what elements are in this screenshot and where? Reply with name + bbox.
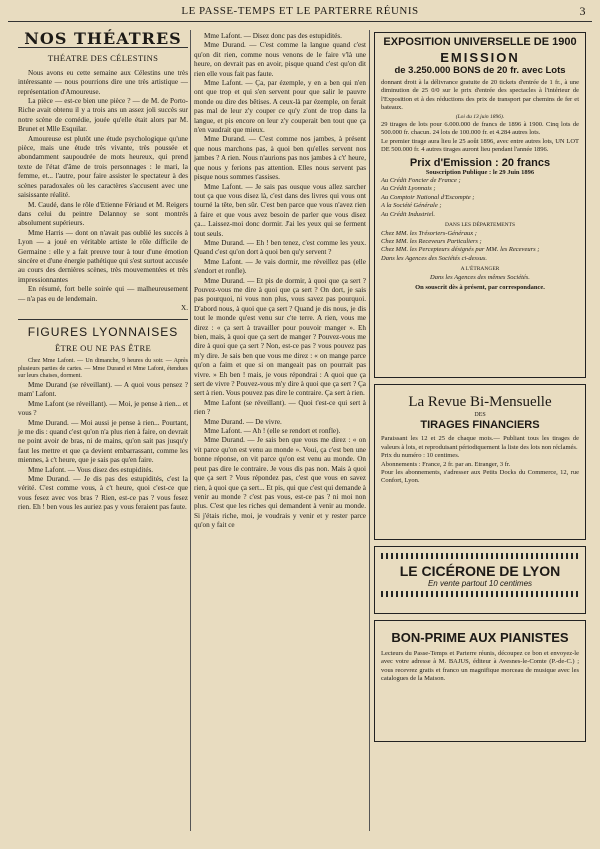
expo-departments-heading: DANS LES DÉPARTEMENTS — [444, 222, 516, 229]
revue-contact: Pour les abonnements, s'adresser aux Petits Docks du Commerce, 12, rue Confort, Lyon. — [381, 469, 579, 485]
column-dialogue — [194, 32, 366, 531]
signature: X. — [181, 303, 188, 312]
dialogue-line: Mme Durand. — De vivre. — [204, 417, 282, 426]
prime-ad — [374, 620, 586, 742]
expo-ad — [374, 32, 586, 378]
article-paragraph: La pièce — est-ce bien une pièce ? — de M. de Porto-Riche avait obtenu il y a trois ans un assez joli succès sur notre scène de comédie, jouée qu'elle était alors par M. Brunet et Mlle Esquilar. — [18, 97, 188, 134]
dialogue-line: Mme Lafont. — Disez donc pas des estupidités. — [204, 32, 342, 40]
dialogue-line: Mme Durand (se réveillant). — A quoi vous pensez ? mam' Lafont. — [18, 380, 188, 399]
expo-abroad: Dans les Agences des mêmes Sociétés. — [430, 273, 530, 281]
dialogue-line: Mme Durand. — Eh ! ben tenez, c'est comme les yeux. Quand c'est qu'on dort à quoi ben qu'y servent ? — [194, 238, 366, 257]
revue-ad — [374, 384, 586, 540]
section-rule — [18, 319, 188, 320]
expo-abroad-heading: A L'ÉTRANGER — [460, 266, 500, 273]
expo-emission: EMISSION — [440, 50, 520, 65]
expo-bank: Au Crédit Lyonnais ; — [381, 185, 436, 193]
cicerone-ad — [374, 546, 586, 614]
stage-note: Chez Mme Lafont. — Un dimanche, 9 heures du soir. — Après plusieurs parties de cartes. — Mme Durand et Mme Lafont, étendues sur leurs chaises, dorment. — [18, 358, 188, 380]
masthead-rule — [8, 21, 592, 22]
dialogue-line: Mme Durand. — C'est comme la langue quand c'est qu'on dit rien, comme nous venons de le faire v'là une heure, on devrait pas en avoir, pisque quand c'est qu'on dit rien elle vous fait pas faute. — [194, 41, 366, 78]
prime-text: Lecteurs du Passe-Temps et Parterre réunis, découpez ce bon et envoyez-le avec votre adresse à M. BAJUS, éditeur à Avesnes-le-Comte (P.-de-C.) ; vous recevrez gratis et franco un magnifique morceau de musique avec les catalogues de la Maison. — [381, 650, 579, 683]
masthead-title: LE PASSE-TEMPS ET LE PARTERRE RÉUNIS — [181, 5, 419, 17]
expo-amount: de 3.250.000 BONS de 20 fr. avec Lots — [394, 65, 566, 76]
revue-title: La Revue Bi-Mensuelle — [408, 394, 552, 410]
column-theatres — [18, 29, 188, 513]
expo-bank: A la Société Générale ; — [381, 202, 442, 210]
expo-bank: Au Crédit Industriel. — [381, 210, 435, 218]
expo-department: Dans les Agences des Sociétés ci-dessus. — [381, 254, 488, 262]
article-paragraph: Nous avons eu cette semaine aux Célestins une très intéressante — nous pourrions dire une très artistique — représentation d'Amoureuse. — [18, 68, 188, 96]
decorative-border — [381, 591, 579, 597]
expo-law: (Loi du 13 juin 1896). — [455, 113, 505, 120]
cicerone-subtitle: En vente partout 10 centimes — [427, 579, 533, 588]
revue-price: Prix du numéro : 10 centimes. — [381, 452, 460, 460]
expo-department: Chez MM. les Receveurs Particuliers ; — [381, 237, 482, 245]
expo-department: Chez MM. les Percepteurs désignés par MM. les Receveurs ; — [381, 246, 540, 254]
revue-subscriptions: Abonnements : France, 2 fr. par an. Etranger, 3 fr. — [381, 460, 511, 468]
cicerone-title: LE CICÉRONE DE LYON — [399, 563, 561, 579]
revue-subtitle: TIRAGES FINANCIERS — [420, 419, 540, 432]
theatre-title: THÉATRE DES CÉLESTINS — [47, 53, 159, 64]
dialogue-line: Mme Lafont. — Ah ! (elle se rendort et ronfle). — [204, 427, 341, 436]
dialogue-line: Mme Lafont. — Je vais dormir, me réveillez pas (elle s'endort et ronfle). — [194, 257, 366, 276]
piece-title: ÊTRE OU NE PAS ÊTRE — [54, 342, 152, 353]
column-divider — [369, 30, 370, 831]
expo-draws: Le premier tirage aura lieu le 25 août 1896, avec entre autres lots, UN LOT DE 500.000 fr. 4 autres tirages auront lieu pendant l'année 1896. — [381, 137, 579, 154]
expo-department: Chez MM. les Trésoriers-Généraux ; — [381, 229, 477, 237]
expo-price: Prix d'Emission : 20 francs — [409, 156, 551, 169]
expo-bank: Au Crédit Foncier de France ; — [381, 177, 461, 185]
dialogue-line: Mme Lafont (se réveillant). — Moi, je pense à rien... et vous ? — [18, 399, 188, 418]
article-paragraph: En résumé, fort belle soirée qui — malheureusement — n'a pas eu de lendemain. — [18, 285, 188, 303]
revue-des: DES — [474, 412, 486, 418]
page-number: 3 — [579, 4, 586, 18]
column-divider — [190, 30, 191, 831]
dialogue-line: Mme Lafont. — Ça, par ézemple, y en a ben qui n'en ont que trop et qui s'en servent pour que salir le pauvre monde ou dire des bêtises. A ceux-là par ézemple, on ferait pas mal de leur z'y couper ce qu'y z'ont de trop dans la langue, et pis encore on leur z'y couperait ben tout que ça n'en vaudrait que mieux. — [194, 79, 366, 135]
dialogue-line: Mme Lafont. — Vous disez des estupidités. — [28, 465, 154, 474]
dialogue-line: Mme Lafont (se réveillant). — Quoi t'est-ce qui sert à rien ? — [194, 398, 366, 417]
decorative-border — [381, 553, 579, 559]
expo-title: EXPOSITION UNIVERSELLE DE 1900 — [383, 36, 577, 48]
dialogue-line: Mme Durand. — Je sais ben que vous me direz : « on vit parce qu'on est venu au monde ». Voui, ça c'est ben une bonne réponse, on vit parce qu'on est venu au monde. On peut pas dire le contraire. Je vous dis pas non. Mais à quoi que ça sert ? Vous répondez pas, c'est que vous en savez rien, à quoi que ça sert... Et pis, qui que c'est qui demande à venir au monde ? c'est pas vous, est-ce pas ? ni moi non plus. C'est que les riches qui demandent à venir au monde. Si j'étais riche, moi, je voudrais y venir et y rester parce qu'on y fait ce — [194, 436, 366, 530]
article-paragraph: Mme Harris — dont on n'avait pas oublié les succès à Lyon — a joué en véritable artiste le rôle difficile de Germaine : elle y a fait preuve tour à tour d'une émotion sincère et d'une énergie pathétique qui s'est surtout accusée au cours des dernières scènes, très mouvementées et très impressionnantes — [18, 228, 188, 284]
dialogue-line: Mme Lafont. — Je sais pas ousque vous allez sarcher tout ça que vous disez là, c'est dans des livres qui vous ont tourné la tête, ben sûr. C'est ben parce que vous n'avez rien à faire et que vous avez besoin de parler que vous disez ça... Laissez-moi donc dormir. J'ai les yeux qui se ferment tout seuls. — [194, 182, 366, 238]
expo-text: donnant droit à la délivrance gratuite de 20 tickets d'entrée de 1 fr., à une diminution de 25 0/0 sur le prix d'entrée des spectacles à l'intérieur de l'Exposition et à des réductions des prix de transport par chemins de fer et bateaux. — [381, 79, 579, 112]
dialogue-line: Mme Durand. — Moi aussi je pense à rien... Pourtant, je me dis : quand c'est qu'on n'a plus rien à faire, on devrait ne point avoir de bras, ni de mains, qu'on sait pas jusqu'y faut les mettre et que ça devient embarrassant, comme les miennes, à c't heure, que je sais pas qu'en faire. — [18, 418, 188, 465]
article-paragraph: M. Caudé, dans le rôle d'Etienne Fériaud et M. Reigers dans celui du peintre Delannoy se sont montrés absolument supérieurs. — [18, 200, 188, 228]
expo-subscription: Souscription Publique : le 29 Juin 1896 — [425, 168, 535, 176]
expo-footer: On souscrit dès à présent, par correspondance. — [415, 283, 545, 291]
revue-text: Paraissant les 12 et 25 de chaque mois.— Publiant tous les tirages de valeurs à lots, et reproduisant périodiquement la liste des lots non réclamés. — [381, 435, 579, 451]
masthead — [0, 0, 600, 22]
dialogue-line: Mme Durand. — Je dis pas des estupidités, c'est la vérité. C'est comme vous, à c't heure, quoi c'est-ce que vous fesez avec vos bras ? Rien, est-ce pas ? vous fesez rien. Eh ! ben vous les auriez pas y vous feraient pas faute. — [18, 475, 188, 512]
expo-bank: Au Comptoir National d'Escompte ; — [381, 193, 475, 201]
dialogue-line: Mme Durand. — Et pis de dormir, à quoi que ça sert ? Pouvez-vous me dire à quoi que ça sert ? On dort, je sais pas pourquoi, ni vous non plus, vous savez pas pourquoi. D'abord nous, à quoi que ça sert ? Quand je dis nous, je dis tout le monde qu'est venu sur c'te terre. A rien, vous me direz : « ça sert à travailler pour pouvoir manger ». Eh bien, mais, à quoi que ça sert de manger ? Pouvez-vous me dire à quoi que ça sert ? Non, est-ce pas ? vous pouvez pas m'y dire. Je sais ben que vous me direz : « on mange parce qu'on a faim et que si on mangeait pas on pourrait pas vivre. » Eh ben ! mais, je vous répondrai : A quoi que ça sert de vivre ? Pouvez-vous m'y dire à quoi que ça sert ? Ça sert à rien. Vous pouvez pas dire le contraire. Ça sert à rien. — [194, 276, 366, 398]
expo-lots: 29 tirages de lots pour 6.000.000 de francs de 1896 à 1900. Cinq lots de 500.000 fr. chacun. 24 lots de 100.000 fr. et 4.284 autres lots. — [381, 121, 579, 137]
dialogue-line: Mme Durand. — C'est comme nos jambes, à présent que nous marchons pas, à quoi ben qu'elles servent nos jambes ? A rien. Nous n'aurions pas nos jambes à c't' heure, que nous y ferions pas attention. Elles nous servent pas pisque nous sommes t'assises. — [194, 135, 366, 182]
article-paragraph: Amoureuse est plutôt une étude psychologique qu'une pièce, mais une étude très vivante, très poussée et abondamment saupoudrée de mots heureux, qui prend texte de l'état d'âme de trois personnages : le mari, la femme, et... l'autre, pour faire assister le spectateur à des scènes paradoxales où les caractères s'accusent avec une saisissante réalité. — [18, 134, 188, 200]
prime-title: BON-PRIME AUX PIANISTES — [391, 630, 569, 645]
advertisements-column — [374, 32, 586, 748]
section-brand: NOS THÉATRES — [18, 32, 188, 48]
figures-title: FIGURES LYONNAISES — [27, 325, 179, 340]
